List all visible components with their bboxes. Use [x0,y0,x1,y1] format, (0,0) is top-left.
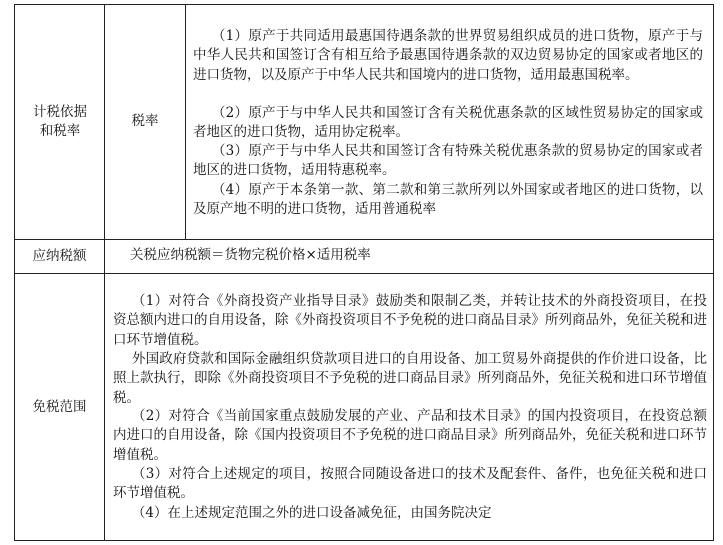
rule-sublabel-col [185,4,186,240]
label-exempt-text: 免税范围 [32,398,87,415]
exempt-item-2: （2）对符合《当前国家重点鼓励发展的产业、产品和技术目录》的国内投资项目，在投资总额内进口的自用设备，除《国内投资项目不予免税的进口商品目录》所列商品外，免征关税和进口环节增值税。 [113,408,707,463]
label-tax-text: 应纳税额 [32,248,87,264]
rate-item-2: （2）原产于与中华人民共和国签订含有关税优惠条款的区域性贸易协定的国家或者地区的进口货物，适用协定税率。 [193,105,703,141]
row-sublabel-rate [105,4,185,239]
rate-item-3: （3）原产于与中华人民共和国签订含有特殊关税优惠条款的贸易协定的国家或者地区的进口货物，适用特惠税率。 [193,143,703,179]
exempt-item-4: （4）在上述规定范围之外的进口设备减免征，由国务院决定 [131,505,492,521]
rate-item-4: （4）原产于本条第一款、第二款和第三款所列以外国家或者地区的进口货物，以及原产地不明的进口货物，适用普通税率 [193,182,703,218]
row-label-tax [15,240,104,273]
rule-right [713,4,714,541]
row-label-exempt [15,274,104,540]
rate-item-1: （1）原产于共同适用最惠国待遇条款的世界贸易组织成员的进口货物，原产于与中华人民共和国签订含有相互给予最惠国待遇条款的双边贸易协定的国家或者地区的进口货物，以及原产于中华人民共和国境内的进口货物，适用最惠国税率。 [193,28,703,83]
label-basis-text: 计税依据和税率 [33,103,87,139]
exempt-item-1: （1）对符合《外商投资产业指导目录》鼓励类和限制乙类，并转让技术的外商投资项目，在投资总额内进口的自用设备，除《外商投资项目不予免税的进口商品目录》所列商品外，免征关税和进口环节增值税。 [113,293,707,348]
sublabel-rate-text: 税率 [131,113,159,129]
exempt-item-1b: 外国政府贷款和国际金融组织贷款项目进口的自用设备、加工贸易外商提供的作价进口设备，比照上款执行，即除《外商投资项目不予免税的进口商品目录》所列商品外，免征关税和进口环节增值税。 [113,351,707,406]
tax-formula: 关税应纳税额＝货物完税价格×适用税率 [130,247,371,263]
rule-bottom [14,540,714,541]
rule-row1-bottom [14,239,714,240]
exempt-item-3: （3）对符合上述规定的项目，按照合同随设备进口的技术及配套件、备件，也免征关税和进口环节增值税。 [113,466,707,502]
row-label-basis [20,4,100,239]
rule-row2-bottom [14,273,714,274]
